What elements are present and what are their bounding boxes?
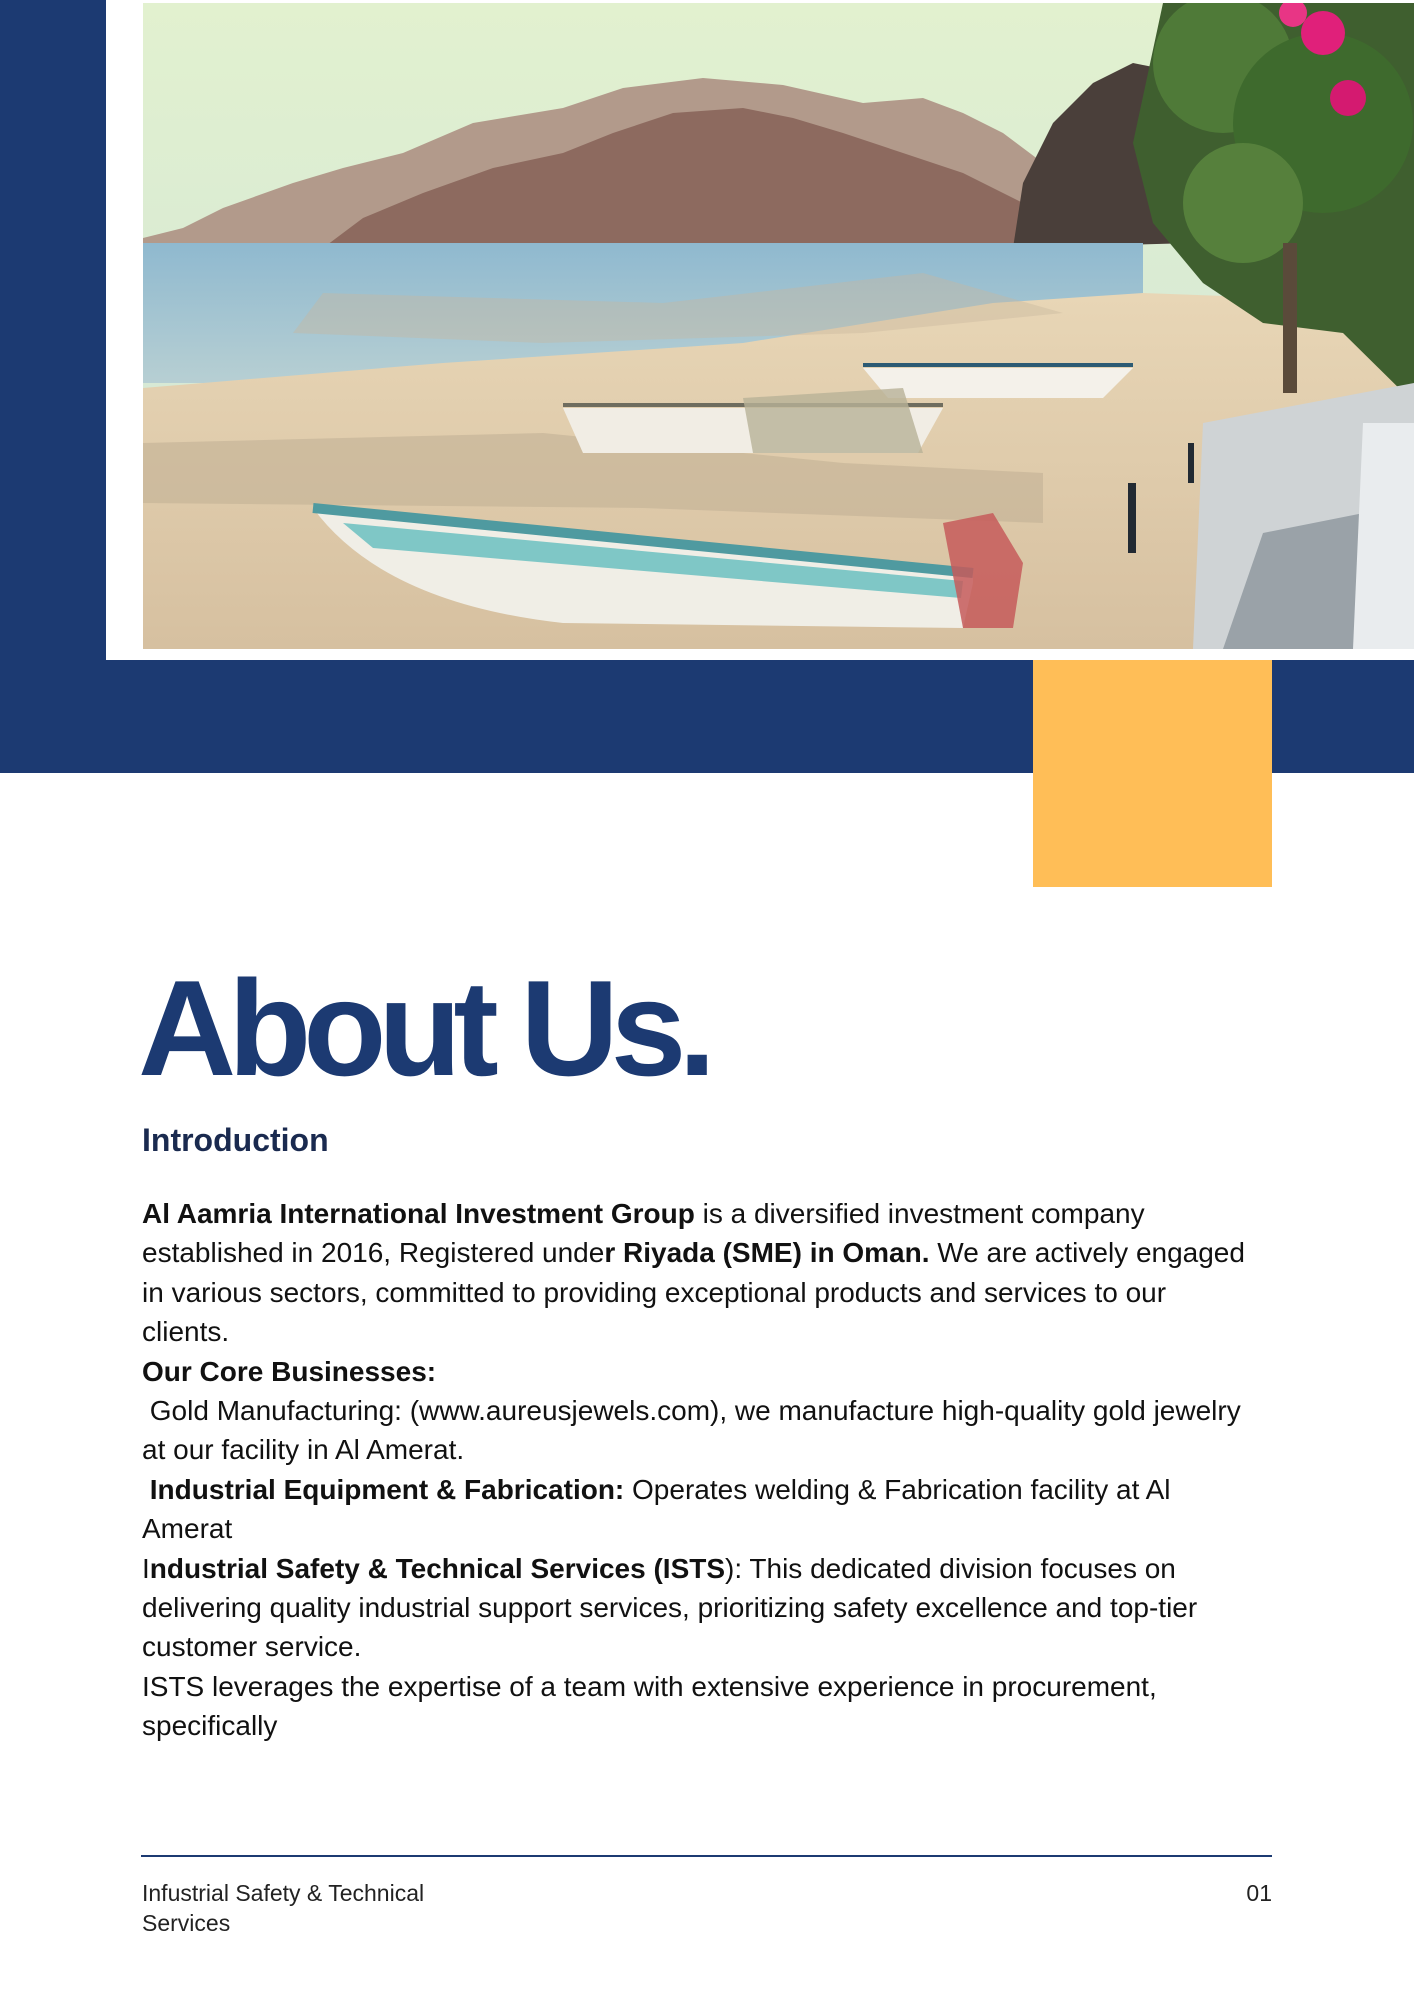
- ists-text: ): This dedicated division focuses on delivering quality industrial support services, prioritizing safety excellence and top-tier customer service.: [142, 1552, 1198, 1663]
- beach-boats-photo: [143, 3, 1414, 649]
- industrial-paragraph: [142, 1470, 1252, 1549]
- closing-paragraph: ISTS leverages the expertise of a team with extensive experience in procurement, specifically: [142, 1670, 1157, 1742]
- ists-prefix: I: [142, 1552, 150, 1584]
- footer-divider: [141, 1855, 1272, 1857]
- industrial-label: Industrial Equipment & Fabrication:: [142, 1473, 625, 1505]
- ists-label: ndustrial Safety & Technical Services (ISTS: [149, 1552, 726, 1584]
- section-subtitle: Introduction: [142, 1122, 329, 1158]
- accent-square: [1033, 660, 1272, 887]
- page-number: 01: [1246, 1880, 1272, 1906]
- ists-paragraph: [142, 1549, 1252, 1667]
- beach-boats-illustration: [143, 3, 1414, 649]
- body-text: [142, 1194, 1252, 1746]
- intro-text-b: We are actively engaged in various sectors, committed to providing exceptional products and services to our clients.: [142, 1237, 1245, 1348]
- intro-paragraph: [142, 1194, 1252, 1352]
- intro-text-a: is a diversified investment company established in 2016, Registered unde: [142, 1198, 1145, 1269]
- core-businesses-heading: Our Core Businesses:: [142, 1355, 437, 1387]
- gold-manufacturing-paragraph: Gold Manufacturing: (www.aureusjewels.com), we manufacture high-quality gold jewelry at our facility in Al Amerat.: [142, 1395, 1249, 1466]
- registry-name: r Riyada (SME) in Oman.: [604, 1237, 930, 1269]
- page-title: About Us.: [138, 952, 709, 1104]
- industrial-text: Operates welding & Fabrication facility at Al Amerat: [142, 1473, 1177, 1545]
- footer-label: Infustrial Safety & Technical Services: [142, 1880, 425, 1936]
- company-name: Al Aamria International Investment Group: [142, 1198, 695, 1229]
